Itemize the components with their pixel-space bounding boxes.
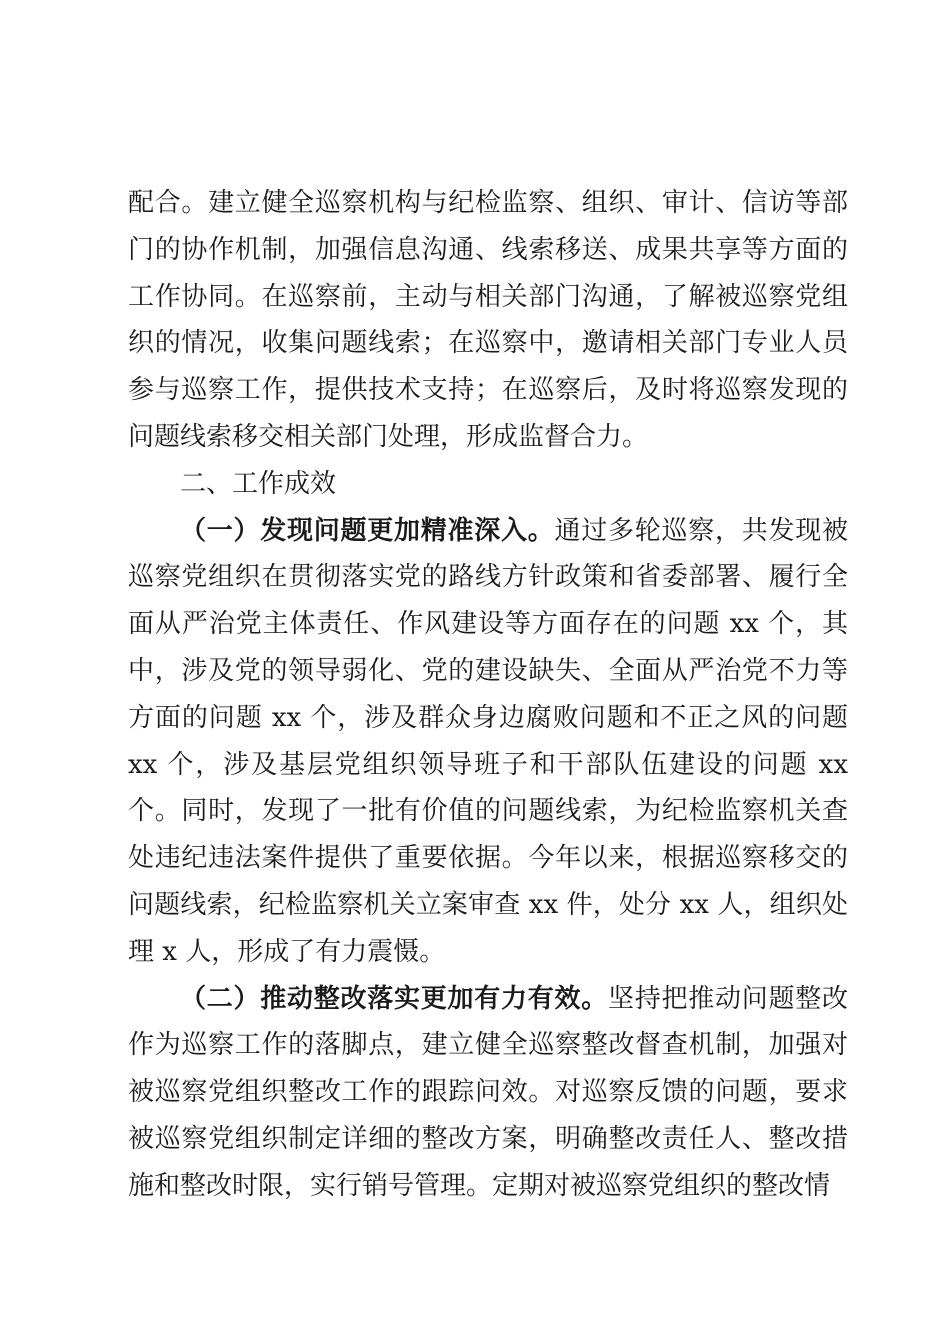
paragraph-body-text: 通过多轮巡察，共发现被巡察党组织在贯彻落实党的路线方针政策和省委部署、履行全面从严治党主体责任、作风建设等方面存在的问题 xx 个，其中，涉及党的领导弱化、党的建设缺失、全面从严治党不力等方面的问题 xx 个，涉及群众身边腐败问题和不正之风的问题 xx 个，涉及基层党组织领导班子和干部队伍建设的问题 xx 个。同时，发现了一批有价值的问题线索，为纪检监察机关查处违纪违法案件提供了重要依据。今年以来，根据巡察移交的问题线索，纪检监察机关立案审查 xx 件，处分 xx 人，组织处理 x 人，形成了有力震慑。 [128,515,848,967]
section-heading: 二、工作成效 [180,468,337,499]
paragraph-body-text: 坚持把推动问题整改作为巡察工作的落脚点，建立健全巡察整改督查机制，加强对被巡察党组织整改工作的跟踪问效。对巡察反馈的问题，要求被巡察党组织制定详细的整改方案，明确整改责任人、整改措施和整改时限，实行销号管理。定期对被巡察党组织的整改情 [128,983,848,1201]
paragraph-problem-discovery [128,508,848,976]
paragraph-cooperation: 配合。建立健全巡察机构与纪检监察、组织、审计、信访等部门的协作机制，加强信息沟通、线索移送、成果共享等方面的工作协同。在巡察前，主动与相关部门沟通，了解被巡察党组织的情况，收集问题线索；在巡察中，邀请相关部门专业人员参与巡察工作，提供技术支持；在巡察后，及时将巡察发现的问题线索移交相关部门处理，形成监督合力。 [128,188,848,452]
document-body [128,180,848,1210]
paragraph-rectification [128,976,848,1210]
paragraph-lead-heading: （二）推动整改落实更加有力有效。 [180,983,608,1014]
paragraph-lead-heading: （一）发现问题更加精准深入。 [180,515,555,546]
